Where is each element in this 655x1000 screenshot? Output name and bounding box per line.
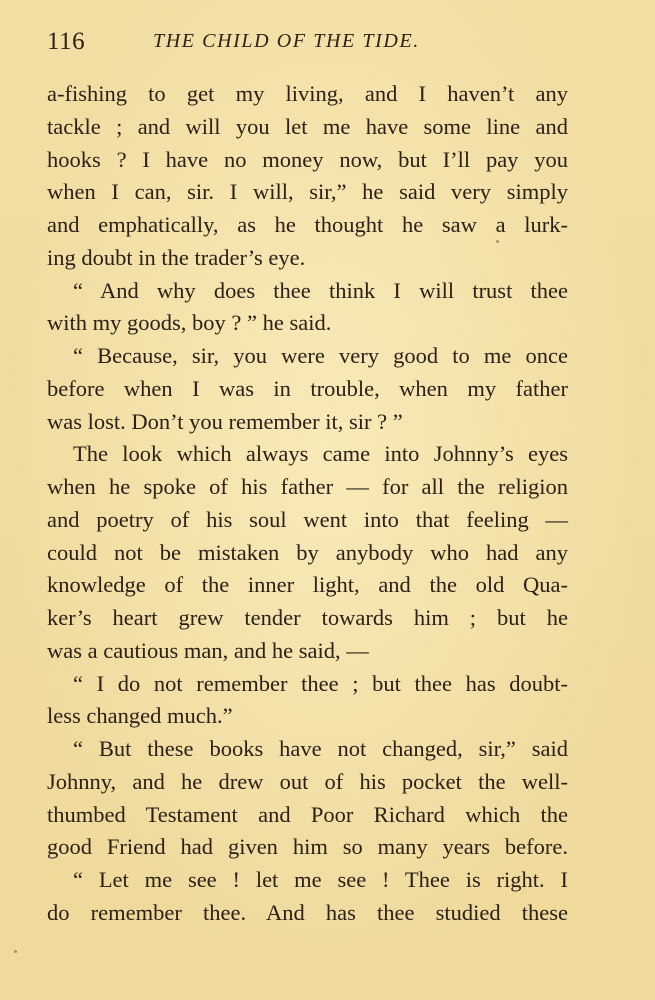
text-line: Johnny, and he drew out of his pocket the well- xyxy=(47,768,568,794)
text-line: hooks ? I have no money now, but I’ll pay you xyxy=(47,146,568,172)
text-line: do remember thee. And has thee studied these xyxy=(47,899,568,925)
text-line: and emphatically, as he thought he saw a lurk- xyxy=(47,212,568,237)
text-line: “ Because, sir, you were very good to me once xyxy=(73,343,568,368)
text-line: “ I do not remember thee ; but thee has doubt- xyxy=(73,670,568,696)
text-line: before when I was in trouble, when my father xyxy=(47,375,568,401)
text-line: a-fishing to get my living, and I haven’t any xyxy=(47,81,568,106)
text-line: thumbed Testament and Poor Richard which the xyxy=(47,801,568,827)
text-line: when he spoke of his father — for all the religion xyxy=(47,474,568,499)
text-line: “ Let me see ! let me see ! Thee is right. I xyxy=(73,867,568,892)
paper-speck xyxy=(14,950,17,953)
text-line: when I can, sir. I will, sir,” he said very simply xyxy=(47,179,568,205)
page-number: 116 xyxy=(47,28,86,55)
text-line: knowledge of the inner light, and the old Qua- xyxy=(47,572,568,598)
text-line: and poetry of his soul went into that feeling — xyxy=(47,506,568,532)
text-line: The look which always came into Johnny’s eyes xyxy=(73,441,568,467)
text-line: tackle ; and will you let me have some line and xyxy=(47,113,568,139)
text-line: with my goods, boy ? ” he said. xyxy=(47,310,332,336)
text-line: “ And why does thee think I will trust thee xyxy=(73,277,568,303)
text-line: ing doubt in the trader’s eye. xyxy=(47,244,306,270)
text-line: ker’s heart grew tender towards him ; but he xyxy=(47,605,568,630)
paper-speck xyxy=(496,240,499,243)
text-line: good Friend had given him so many years before. xyxy=(47,834,568,860)
text-line: could not be mistaken by anybody who had any xyxy=(47,539,568,565)
body-text xyxy=(47,78,568,930)
running-head: THE CHILD OF THE TIDE. xyxy=(153,30,420,52)
text-line: was lost. Don’t you remember it, sir ? ” xyxy=(47,408,403,434)
text-line: “ But these books have not changed, sir,” said xyxy=(73,736,568,761)
page-header xyxy=(47,28,568,58)
text-line: less changed much.” xyxy=(47,703,233,729)
text-line: was a cautious man, and he said, — xyxy=(47,637,369,663)
